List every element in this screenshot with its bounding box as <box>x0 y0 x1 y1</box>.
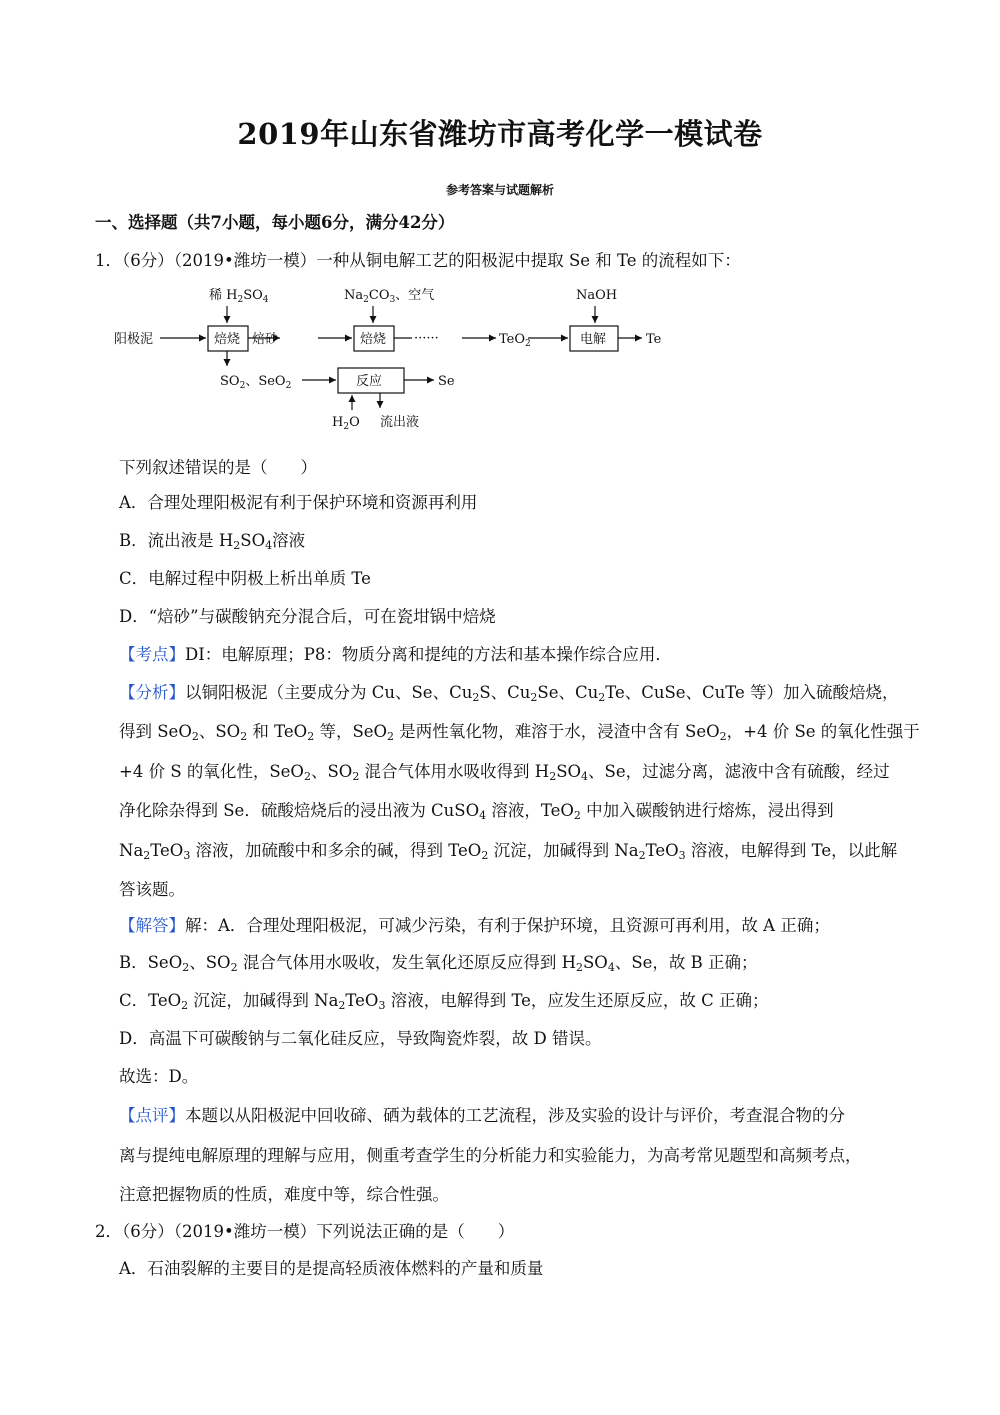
fenxi-line-1: 【分析】以铜阳极泥（主要成分为 Cu、Se、$Cu_2S$、$Cu_2Se$、$Cu_2Te$、CuSe、CuTe 等）加入硫酸焙烧， <box>119 683 899 704</box>
reagent-water: $H_2O$ <box>332 415 360 432</box>
fenxi-line-4: 净化除杂得到 Se．硫酸焙烧后的浸出液为 CuSO$_4$ 溶液，TeO$_2$ 中加入碳酸钠进行熔炼，浸出得到 <box>119 801 834 822</box>
q2-option-a: A．石油裂解的主要目的是提高轻质液体燃料的产量和质量 <box>119 1259 544 1278</box>
jieda-tag: 【解答】 <box>119 916 185 935</box>
kaodian-tag: 【考点】 <box>119 645 185 664</box>
box-label-reaction: 反应 <box>356 374 383 389</box>
box-label-electrolysis: 电解 <box>580 332 607 347</box>
question-number: 2． <box>95 1222 122 1241</box>
question-stem: 下列叙述错误的是（ ） <box>119 458 317 477</box>
section-heading: 一、选择题（共7小题，每小题6分，满分42分） <box>95 213 455 232</box>
fenxi-line-6: 答该题。 <box>119 880 185 899</box>
node-anode-slime: 阳极泥 <box>114 332 154 347</box>
fenxi-line-2: 得到 SeO$_2$、$SO_2$ 和 TeO$_2$ 等，SeO$_2$ 是两性氧化物，难溶于水，浸渣中含有 SeO$_2$，+4 价 Se 的氧化性强于 <box>119 722 920 743</box>
kaodian-paragraph: 【考点】DI：电解原理；P8：物质分离和提纯的方法和基本操作综合应用． <box>119 645 672 664</box>
question-text: （6分）（2019•潍坊一模）下列说法正确的是（ ） <box>122 1222 515 1241</box>
node-teo2: TeO$_2$ <box>499 332 531 349</box>
dianping-line-2: 离与提纯电解原理的理解与应用，侧重考查学生的分析能力和实验能力，为高考常见题型和高频考点， <box>119 1146 862 1165</box>
reagent-sodium-carbonate-air: $Na_2CO_3$、空气 <box>344 288 435 305</box>
option-b: B．流出液是 $H_2SO_4$溶液 <box>119 531 306 552</box>
node-calcine: 焙砂 <box>252 332 279 347</box>
jieda-line-2: B．SeO$_2$、$SO_2$ 混合气体用水吸收，发生氧化还原反应得到 $H_2SO_4$、Se，故 B 正确； <box>119 953 758 974</box>
question-2-header <box>95 1221 514 1243</box>
node-effluent: 流出液 <box>380 415 420 430</box>
node-gases: $SO_2$、SeO$_2$ <box>220 374 292 391</box>
dianping-line-3: 注意把握物质的性质，难度中等，综合性强。 <box>119 1185 449 1204</box>
jieda-line-3: C．TeO$_2$ 沉淀，加碱得到 $Na_2TeO_3$ 溶液，电解得到 Te，应发生还原反应，故 C 正确； <box>119 991 769 1012</box>
flow-ellipsis: ······ <box>414 331 439 346</box>
product-se: Se <box>438 374 455 389</box>
fenxi-tag: 【分析】 <box>119 683 185 702</box>
question-text: （6分）（2019•潍坊一模）一种从铜电解工艺的阳极泥中提取 Se 和 Te 的流程如下： <box>122 251 741 270</box>
box-label-roast-1: 焙烧 <box>214 332 241 347</box>
dianping-tag: 【点评】 <box>119 1106 185 1125</box>
option-d: D．“焙砂”与碳酸钠充分混合后，可在瓷坩锅中焙烧 <box>119 607 496 626</box>
option-c: C．电解过程中阴极上析出单质 Te <box>119 569 371 588</box>
question-number: 1． <box>95 251 122 270</box>
product-te: Te <box>646 332 662 347</box>
option-a: A．合理处理阳极泥有利于保护环境和资源再利用 <box>119 493 478 512</box>
reagent-dilute-sulfuric: 稀 $H_2SO_4$ <box>209 288 269 305</box>
jieda-line-1: 【解答】解：A．合理处理阳极泥，可减少污染，有利于保护环境，且资源可再利用，故 A 正确； <box>119 916 830 935</box>
reagent-naoh: NaOH <box>576 288 618 303</box>
page-title: 2019年山东省潍坊市高考化学一模试卷 <box>237 117 763 151</box>
page-subtitle: 参考答案与试题解析 <box>445 183 554 197</box>
dianping-line-1: 【点评】本题以从阳极泥中回收碲、硒为载体的工艺流程，涉及实验的设计与评价，考查混合物的分 <box>119 1106 845 1125</box>
jieda-line-4: D．高温下可碳酸钠与二氧化硅反应，导致陶瓷炸裂，故 D 错误。 <box>119 1029 602 1048</box>
fenxi-line-5: $Na_2TeO_3$ 溶液，加硫酸中和多余的碱，得到 TeO$_2$ 沉淀，加碱得到 $Na_2TeO_3$ 溶液，电解得到 Te，以此解 <box>119 841 898 862</box>
box-label-roast-2: 焙烧 <box>360 332 387 347</box>
process-flow-diagram <box>110 282 690 432</box>
answer-choice: 故选：D。 <box>119 1067 199 1086</box>
question-1-header <box>95 250 741 272</box>
fenxi-line-3: +4 价 S 的氧化性，SeO$_2$、$SO_2$ 混合气体用水吸收得到 $H_2SO_4$、Se，过滤分离，滤液中含有硫酸，经过 <box>119 762 890 783</box>
